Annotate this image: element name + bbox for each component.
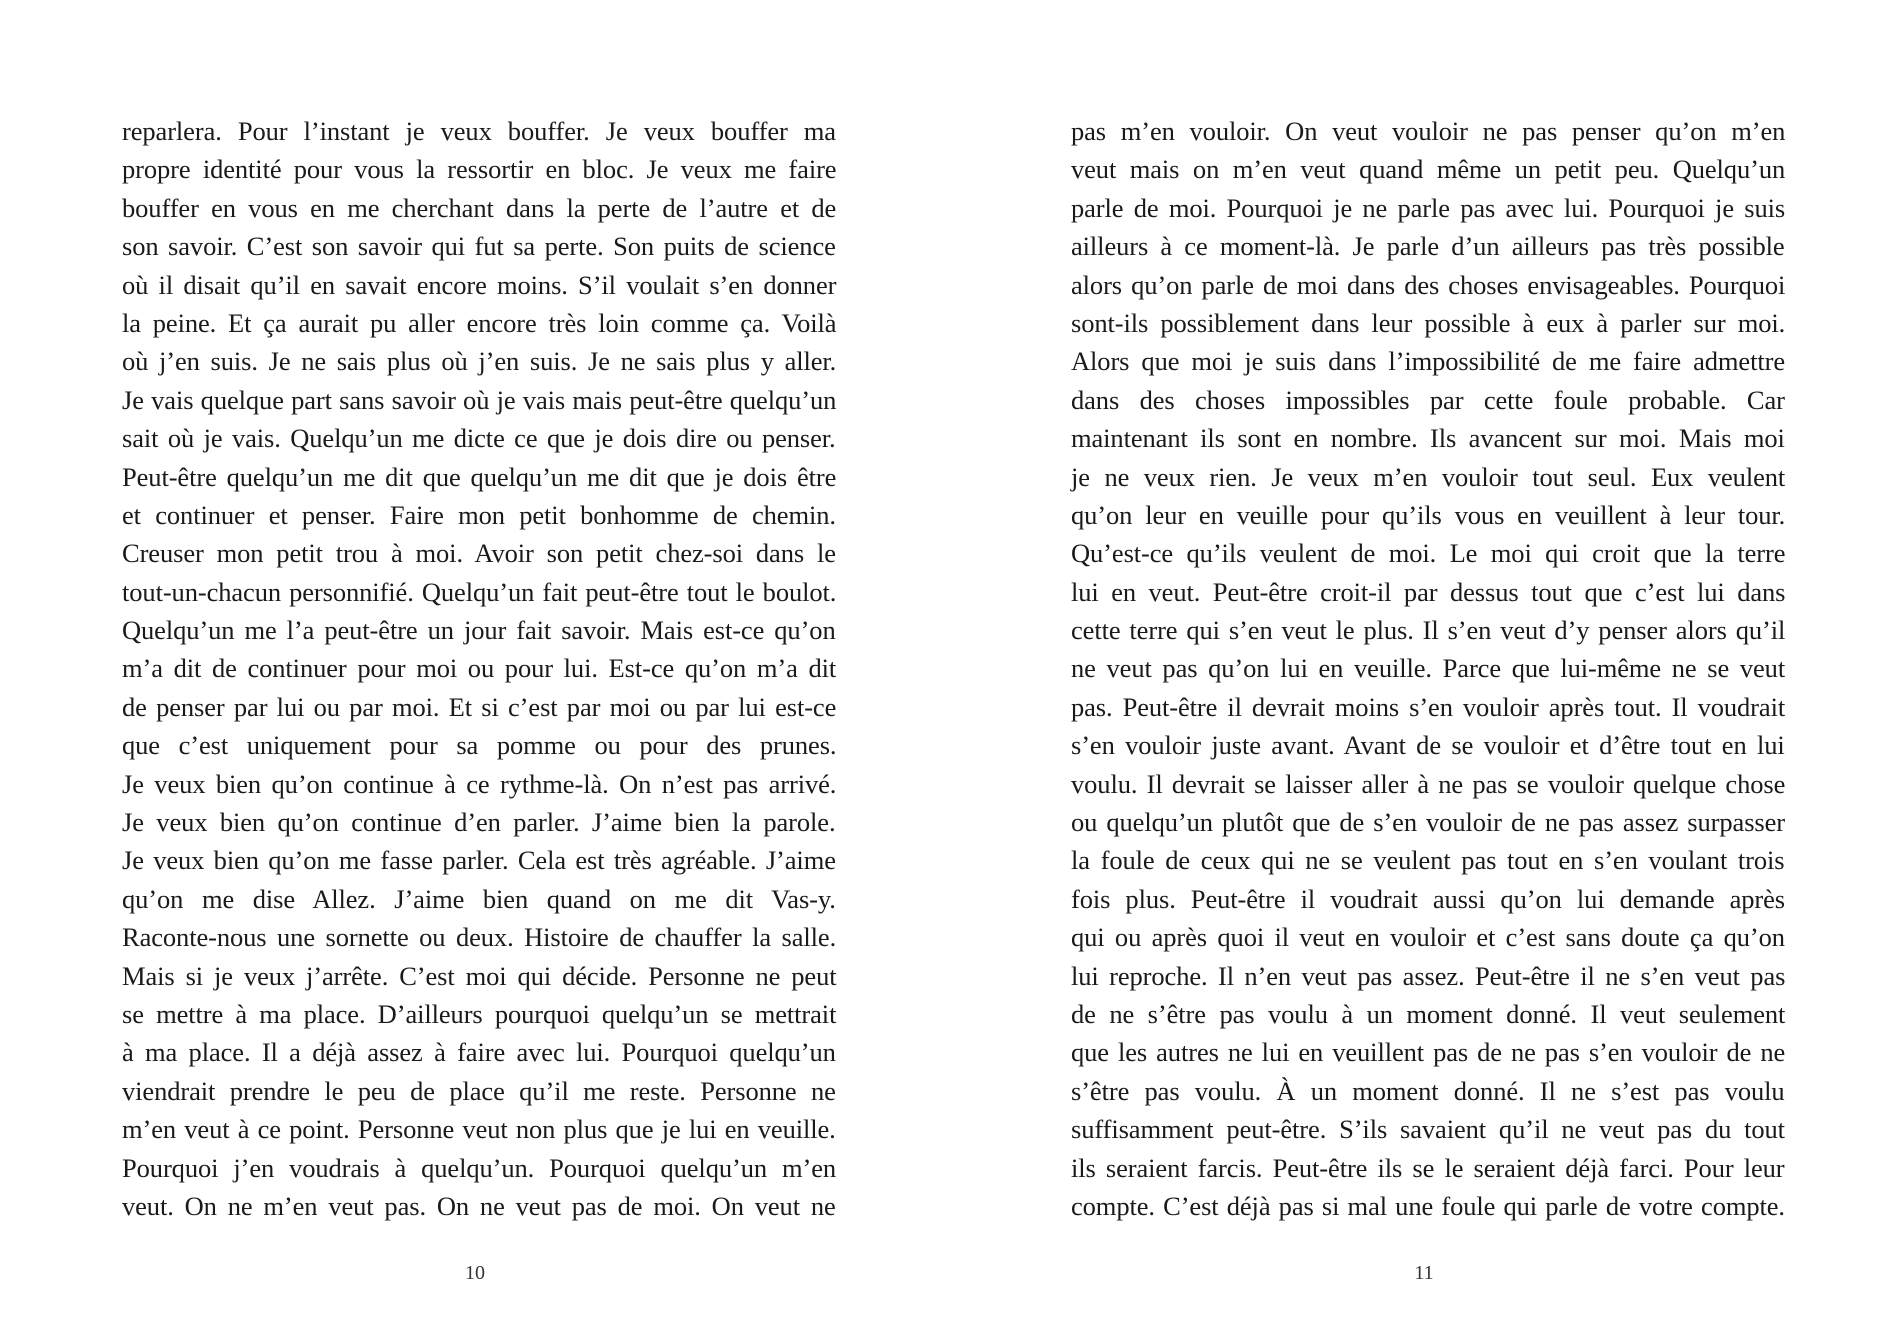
text-line: ils seraient farcis. Peut-être ils se le seraient déjà farci. Pour leur (1071, 1152, 1785, 1183)
text-line: Je vais quelque part sans savoir où je vais mais peut-être quelqu’un (122, 384, 837, 415)
text-line: la peine. Et ça aurait pu aller encore très loin comme ça. Voilà (122, 307, 837, 338)
text-line: maintenant ils sont en nombre. Ils avancent sur moi. Mais moi (1071, 423, 1785, 454)
text-line: m’a dit de continuer pour moi ou pour lui. Est-ce qu’on m’a dit (122, 653, 837, 684)
text-line: suffisamment peut-être. S’ils savaient qu’il ne veut pas du tout (1071, 1114, 1785, 1145)
text-line: s’en vouloir juste avant. Avant de se vouloir et d’être tout en lui (1071, 730, 1785, 761)
text-line: où j’en suis. Je ne sais plus où j’en suis. Je ne sais plus y aller. (122, 346, 837, 377)
text-line: alors qu’on parle de moi dans des choses envisageables. Pourquoi (1071, 269, 1786, 300)
text-line: s’être pas voulu. À un moment donné. Il ne s’est pas voulu (1071, 1075, 1785, 1106)
text-line: sont-ils possiblement dans leur possible à eux à parler sur moi. (1071, 307, 1786, 338)
text-line: se mettre à ma place. D’ailleurs pourquoi quelqu’un se mettrait (122, 998, 837, 1029)
text-line: veut mais on m’en veut quand même un petit peu. Quelqu’un (1071, 154, 1786, 185)
text-line: voulu. Il devrait se laisser aller à ne pas se vouloir quelque chose (1071, 768, 1786, 799)
text-line: pas. Peut-être il devrait moins s’en vouloir après tout. Il voudrait (1071, 691, 1786, 722)
text-line: propre identité pour vous la ressortir en bloc. Je veux me faire (122, 154, 837, 185)
text-line: Pourquoi j’en voudrais à quelqu’un. Pourquoi quelqu’un m’en (122, 1152, 837, 1183)
text-line: qu’on leur en veuille pour qu’ils vous en veuillent à leur tour. (1071, 499, 1786, 530)
text-line: ou quelqu’un plutôt que de s’en vouloir de ne pas assez surpasser (1071, 807, 1786, 838)
text-line: que les autres ne lui en veuillent pas de ne pas s’en vouloir de ne (1071, 1037, 1786, 1068)
text-line: Je veux bien qu’on continue d’en parler. J’aime bien la parole. (122, 807, 836, 838)
right-page-text (1071, 112, 1785, 1225)
text-line: fois plus. Peut-être il voudrait aussi qu’on lui demande après (1071, 883, 1786, 914)
left-page-text (122, 112, 836, 1225)
text-line: à ma place. Il a déjà assez à faire avec lui. Pourquoi quelqu’un (122, 1037, 836, 1068)
text-line: qu’on me dise Allez. J’aime bien quand on me dit Vas-y. (122, 883, 836, 914)
text-line: ne veut pas qu’on lui en veuille. Parce que lui-même ne se veut (1071, 653, 1786, 684)
text-line: Je veux bien qu’on me fasse parler. Cela est très agréable. J’aime (122, 845, 836, 876)
text-line: bouffer en vous en me cherchant dans la perte de l’autre et de (122, 192, 837, 223)
text-line: tout-un-chacun personnifié. Quelqu’un fait peut-être tout le boulot. (122, 576, 837, 607)
text-line: Peut-être quelqu’un me dit que quelqu’un me dit que je dois être (122, 461, 837, 492)
text-line: Raconte-nous une sornette ou deux. Histoire de chauffer la salle. (122, 922, 837, 953)
text-line: parle de moi. Pourquoi je ne parle pas avec lui. Pourquoi je suis (1071, 192, 1786, 223)
text-line: lui en veut. Peut-être croit-il par dessus tout que c’est lui dans (1071, 576, 1786, 607)
text-line: de ne s’être pas voulu à un moment donné. Il veut seulement (1071, 998, 1786, 1029)
text-line: je ne veux rien. Je veux m’en vouloir tout seul. Eux veulent (1071, 461, 1786, 492)
text-line: ailleurs à ce moment-là. Je parle d’un ailleurs pas très possible (1071, 231, 1785, 262)
text-line: Je veux bien qu’on continue à ce rythme-là. On n’est pas arrivé. (122, 768, 837, 799)
text-line: où il disait qu’il en savait encore moins. S’il voulait s’en donner (122, 269, 837, 300)
text-line: que c’est uniquement pour sa pomme ou pour des prunes. (122, 730, 837, 761)
text-line: cette terre qui s’en veut le plus. Il s’en veut d’y penser alors qu’il (1071, 615, 1786, 646)
text-line: la foule de ceux qui ne se veulent pas tout en s’en voulant trois (1071, 845, 1785, 876)
text-line: son savoir. C’est son savoir qui fut sa perte. Son puits de science (122, 231, 836, 262)
text-line: pas m’en vouloir. On veut vouloir ne pas penser qu’on m’en (1071, 116, 1786, 146)
text-line: et continuer et penser. Faire mon petit bonhomme de chemin. (122, 499, 836, 530)
text-line: qui ou après quoi il veut en vouloir et c’est sans doute ça qu’on (1071, 922, 1785, 953)
text-line: Creuser mon petit trou à moi. Avoir son petit chez-soi dans le (122, 538, 836, 569)
text-line: veut. On ne m’en veut pas. On ne veut pas de moi. On veut ne (122, 1190, 836, 1221)
text-line: sait où je vais. Quelqu’un me dicte ce que je dois dire ou penser. (122, 423, 836, 454)
text-line: Quelqu’un me l’a peut-être un jour fait savoir. Mais est-ce qu’on (122, 615, 836, 646)
text-line: m’en veut à ce point. Personne veut non plus que je lui en veuille. (122, 1114, 836, 1145)
page-number-left: 10 (465, 1262, 485, 1284)
text-line: lui reproche. Il n’en veut pas assez. Peut-être il ne s’en veut pas (1071, 960, 1786, 991)
text-line: Alors que moi je suis dans l’impossibilité de me faire admettre (1071, 346, 1785, 377)
text-line: viendrait prendre le peu de place qu’il me reste. Personne ne (122, 1075, 836, 1106)
text-line: de penser par lui ou par moi. Et si c’est par moi ou par lui est-ce (122, 691, 837, 722)
text-line: dans des choses impossibles par cette foule probable. Car (1071, 384, 1785, 415)
text-line: compte. C’est déjà pas si mal une foule qui parle de votre compte. (1071, 1190, 1785, 1221)
text-line: Mais si je veux j’arrête. C’est moi qui décide. Personne ne peut (122, 960, 837, 991)
text-line: reparlera. Pour l’instant je veux bouffer. Je veux bouffer ma (122, 116, 836, 146)
page-number-right: 11 (1414, 1262, 1434, 1284)
text-line: Qu’est-ce qu’ils veulent de moi. Le moi qui croit que la terre (1071, 538, 1786, 569)
